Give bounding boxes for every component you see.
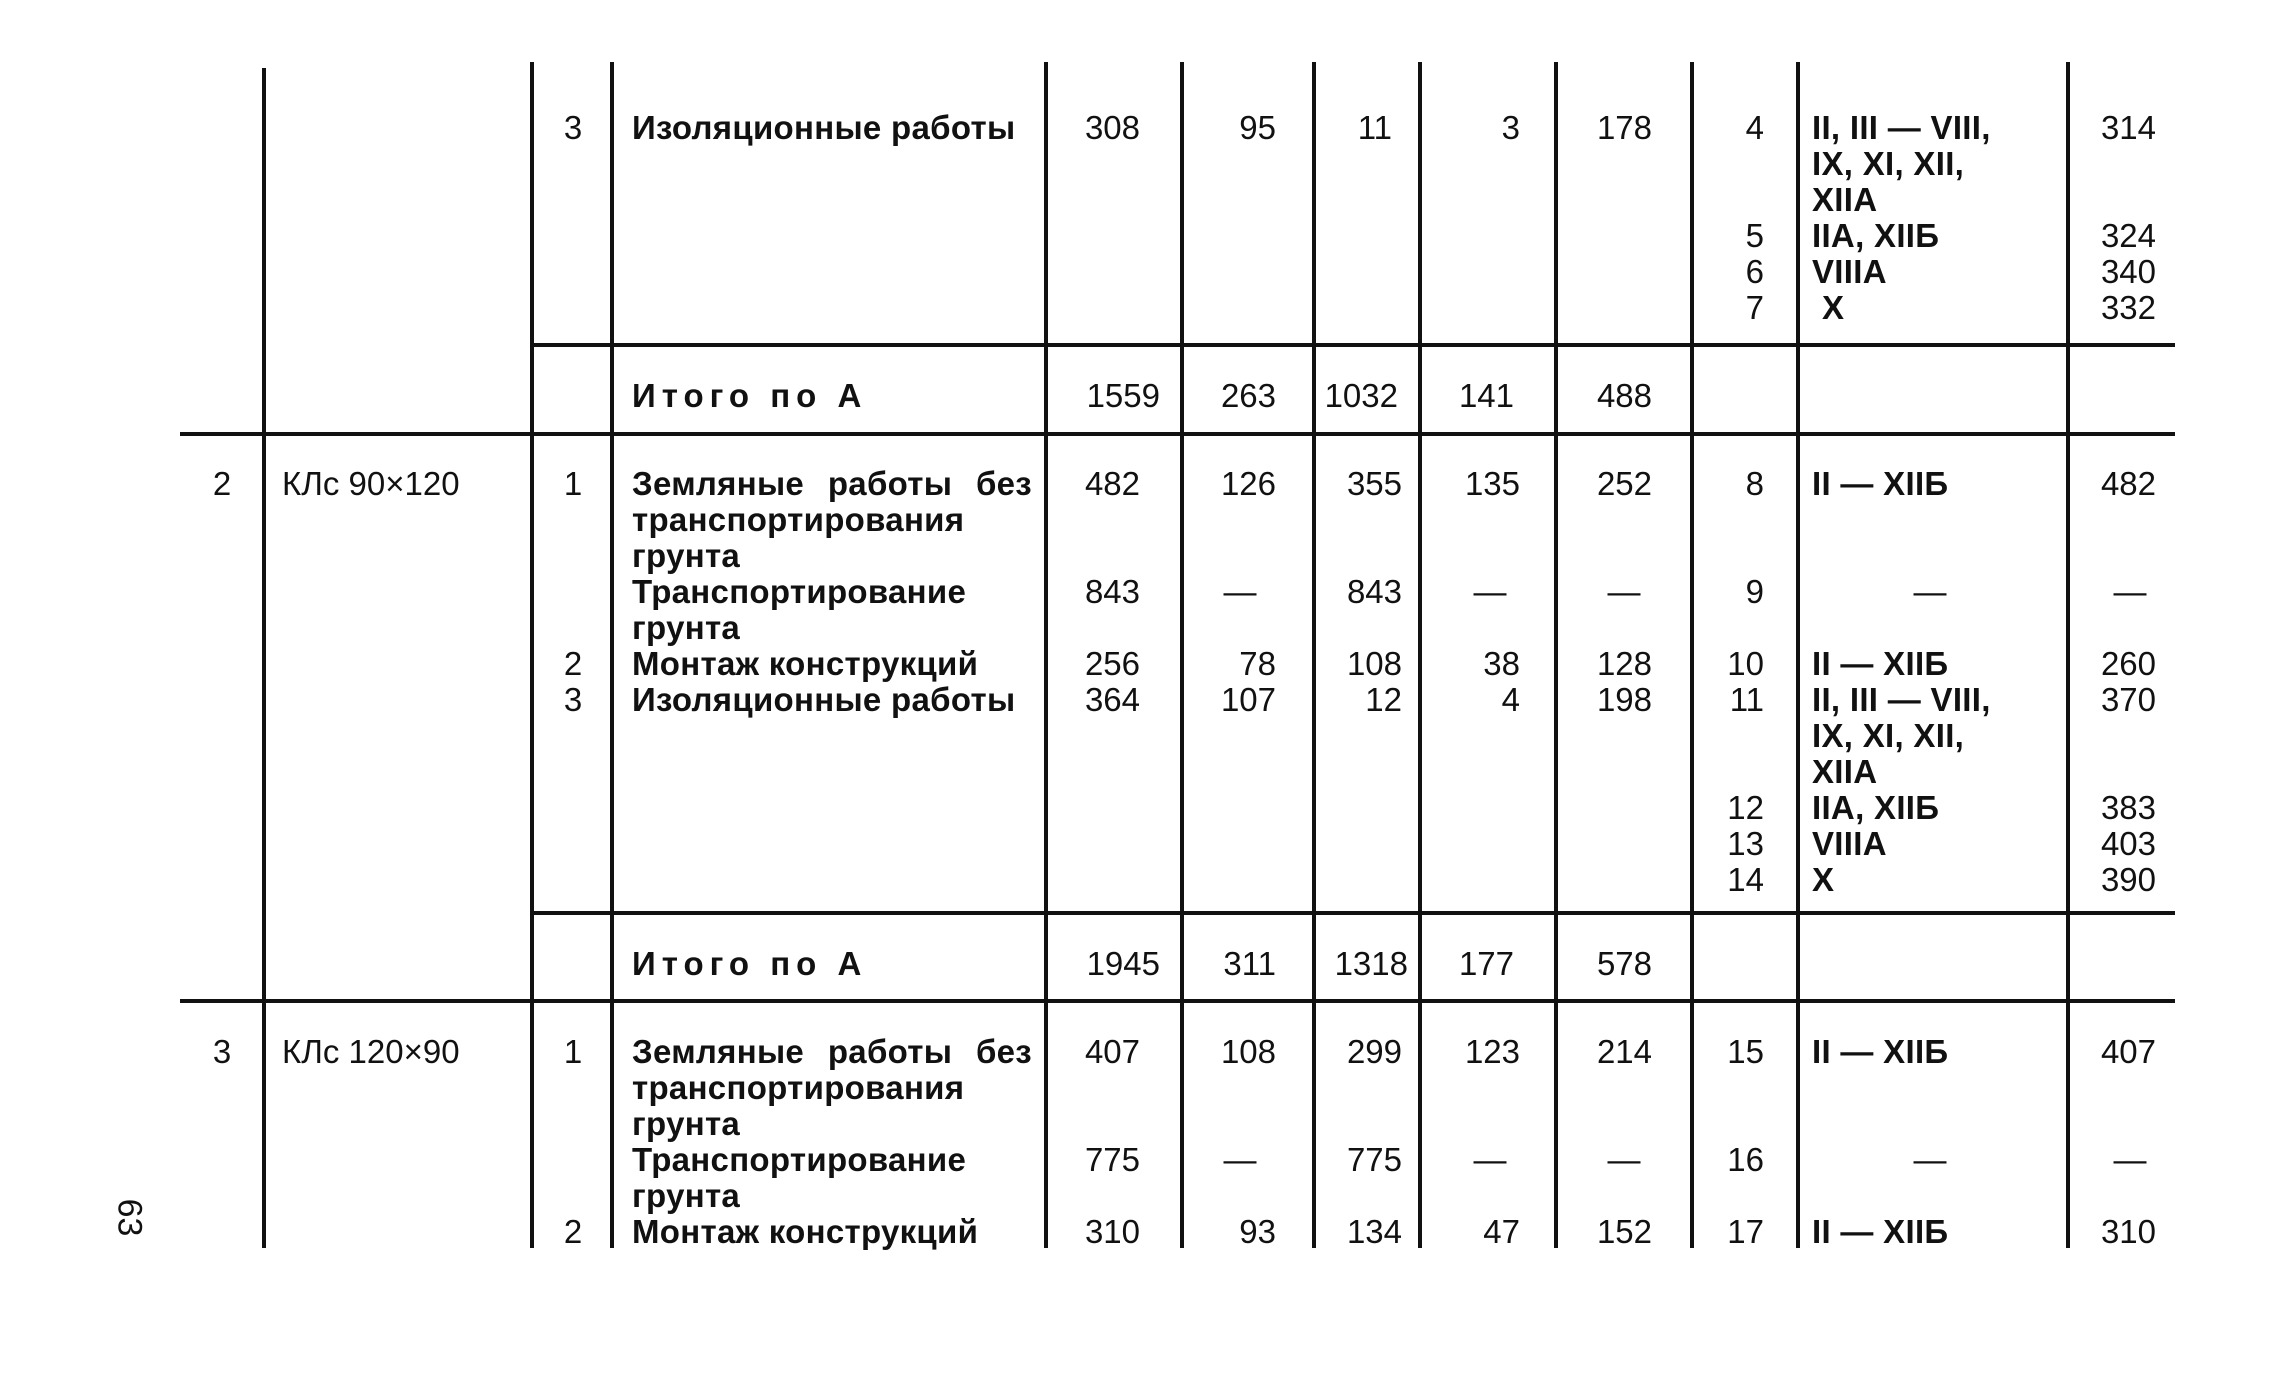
col-rule-10 [1796, 62, 1800, 1248]
value-5: 252 [1596, 465, 1652, 502]
class-range: II — XIIБ [1812, 465, 1949, 502]
sub-value: 332 [2100, 289, 2156, 326]
value-5: 178 [1596, 109, 1652, 146]
sub-number: 16 [1727, 1141, 1764, 1178]
col-rule-9 [1690, 62, 1694, 1248]
sub-value: — [2113, 1141, 2147, 1178]
work-name [632, 466, 1032, 502]
col-rule-11 [2066, 62, 2070, 1248]
value-5: 214 [1596, 1033, 1652, 1070]
work-name: Изоляционные работы [632, 681, 1016, 718]
class-range: IIA, XIIБ [1812, 789, 1940, 826]
sub-number: 6 [1745, 253, 1764, 290]
value-5: — [1607, 573, 1641, 610]
class-range: II — XIIБ [1812, 1213, 1949, 1250]
group-number: 2 [212, 465, 232, 502]
stage-number: 3 [563, 681, 583, 718]
row-rule-total2-top [530, 911, 2175, 915]
value-total: 407 [1084, 1033, 1140, 1070]
col-rule-3 [610, 62, 614, 1248]
page-number: 63 [110, 1198, 149, 1237]
total-value-5: 578 [1596, 945, 1652, 982]
value-4: 4 [1501, 681, 1520, 718]
value-3: 134 [1346, 1213, 1402, 1250]
value-5: 128 [1596, 645, 1652, 682]
value-4: 123 [1464, 1033, 1520, 1070]
work-name: транспортирования [632, 501, 965, 538]
total-value-3: 1032 [1324, 377, 1398, 414]
work-name: Монтаж конструкций [632, 1213, 979, 1250]
sub-number: 7 [1745, 289, 1764, 326]
class-range: — [1913, 573, 1947, 610]
value-total: 775 [1084, 1141, 1140, 1178]
work-name: грунта [632, 1105, 741, 1142]
value-3: 843 [1346, 573, 1402, 610]
value-4: — [1473, 1141, 1507, 1178]
stage-number: 2 [563, 1213, 583, 1250]
value-2: — [1223, 1141, 1257, 1178]
work-name: грунта [632, 537, 741, 574]
class-range: XIIA [1812, 753, 1878, 790]
total-value-2: 311 [1223, 945, 1276, 982]
value-2: 95 [1239, 109, 1276, 146]
sub-number: 5 [1745, 217, 1764, 254]
class-range: X [1812, 861, 1835, 898]
value-total: 310 [1084, 1213, 1140, 1250]
col-rule-5 [1180, 62, 1184, 1248]
class-range: II — XIIБ [1812, 645, 1949, 682]
total-value-4: 177 [1458, 945, 1514, 982]
class-range: II, III — VIII, [1812, 109, 1991, 146]
work-name: грунта [632, 1177, 741, 1214]
stage-number: 1 [563, 465, 583, 502]
value-3: 11 [1357, 109, 1392, 146]
value-2: 107 [1220, 681, 1276, 718]
work-name: Монтаж конструкций [632, 645, 979, 682]
total-value-1: 1945 [1086, 945, 1160, 982]
group-number: 3 [212, 1033, 232, 1070]
total-value-1: 1559 [1086, 377, 1160, 414]
class-range: — [1913, 1141, 1947, 1178]
class-range: VIIIA [1812, 825, 1887, 862]
sub-value: 324 [2100, 217, 2156, 254]
work-name: Изоляционные работы [632, 109, 1016, 146]
sub-number: 14 [1727, 861, 1764, 898]
col-rule-4 [1044, 62, 1048, 1248]
group-type: КЛс 120×90 [282, 1033, 460, 1070]
group-type: КЛс 90×120 [282, 465, 460, 502]
value-2: 108 [1220, 1033, 1276, 1070]
value-4: 135 [1464, 465, 1520, 502]
value-2: 93 [1239, 1213, 1276, 1250]
value-5: 152 [1596, 1213, 1652, 1250]
class-range: IX, XI, XII, [1812, 717, 1965, 754]
sub-value: — [2113, 573, 2147, 610]
value-4: — [1473, 573, 1507, 610]
work-name: транспортирования [632, 1069, 965, 1106]
stage-number: 2 [563, 645, 583, 682]
total-value-3: 1318 [1334, 945, 1408, 982]
sub-number: 13 [1727, 825, 1764, 862]
value-2: 126 [1220, 465, 1276, 502]
col-rule-2 [530, 62, 534, 1248]
total-value-4: 141 [1458, 377, 1514, 414]
value-total: 482 [1084, 465, 1140, 502]
class-range: II, III — VIII, [1812, 681, 1991, 718]
value-4: 3 [1501, 109, 1520, 146]
class-range: IX, XI, XII, [1812, 145, 1965, 182]
sub-number: 15 [1727, 1033, 1764, 1070]
value-3: 775 [1346, 1141, 1402, 1178]
class-range: XIIA [1812, 181, 1878, 218]
stage-number: 1 [563, 1033, 583, 1070]
total-label: Итого по А [632, 945, 868, 982]
sub-number: 4 [1745, 109, 1764, 146]
sub-number: 10 [1727, 645, 1764, 682]
work-name-line: Земляные работы без [632, 465, 1032, 502]
class-range: VIIIA [1812, 253, 1887, 290]
value-total: 308 [1084, 109, 1140, 146]
value-3: 12 [1365, 681, 1402, 718]
total-value-2: 263 [1220, 377, 1276, 414]
value-2: — [1223, 573, 1257, 610]
work-name-line: Земляные работы без [632, 1033, 1032, 1070]
sub-number: 9 [1745, 573, 1764, 610]
value-4: 38 [1483, 645, 1520, 682]
sub-value: 403 [2100, 825, 2156, 862]
sub-value: 310 [2100, 1213, 2156, 1250]
sub-value: 340 [2100, 253, 2156, 290]
sub-number: 17 [1727, 1213, 1764, 1250]
value-3: 108 [1346, 645, 1402, 682]
value-total: 364 [1084, 681, 1140, 718]
sub-value: 390 [2100, 861, 2156, 898]
row-rule-total1-top [530, 343, 2175, 347]
col-rule-1 [262, 68, 266, 1248]
total-label: Итого по А [632, 377, 868, 414]
sub-value: 260 [2100, 645, 2156, 682]
value-total: 256 [1084, 645, 1140, 682]
value-2: 78 [1239, 645, 1276, 682]
col-rule-7 [1418, 62, 1422, 1248]
class-range: X [1822, 289, 1845, 326]
work-name: Транспортирование [632, 573, 967, 610]
value-3: 355 [1346, 465, 1402, 502]
total-value-5: 488 [1596, 377, 1652, 414]
work-name [632, 1034, 1032, 1070]
row-rule-group2-top [180, 432, 2175, 436]
sub-value: 383 [2100, 789, 2156, 826]
value-4: 47 [1483, 1213, 1520, 1250]
stage-number: 3 [563, 109, 583, 146]
sub-value: 407 [2100, 1033, 2156, 1070]
sub-number: 8 [1745, 465, 1764, 502]
work-name: Транспортирование [632, 1141, 967, 1178]
value-5: — [1607, 1141, 1641, 1178]
col-rule-6 [1312, 62, 1316, 1248]
row-rule-group3-top [180, 999, 2175, 1003]
sub-value: 370 [2100, 681, 2156, 718]
sub-value: 482 [2100, 465, 2156, 502]
sub-number: 12 [1727, 789, 1764, 826]
class-range: IIA, XIIБ [1812, 217, 1940, 254]
work-name: грунта [632, 609, 741, 646]
col-rule-8 [1554, 62, 1558, 1248]
sub-value: 314 [2100, 109, 2156, 146]
class-range: II — XIIБ [1812, 1033, 1949, 1070]
value-total: 843 [1084, 573, 1140, 610]
value-5: 198 [1596, 681, 1652, 718]
sub-number: 11 [1729, 681, 1764, 718]
value-3: 299 [1346, 1033, 1402, 1070]
